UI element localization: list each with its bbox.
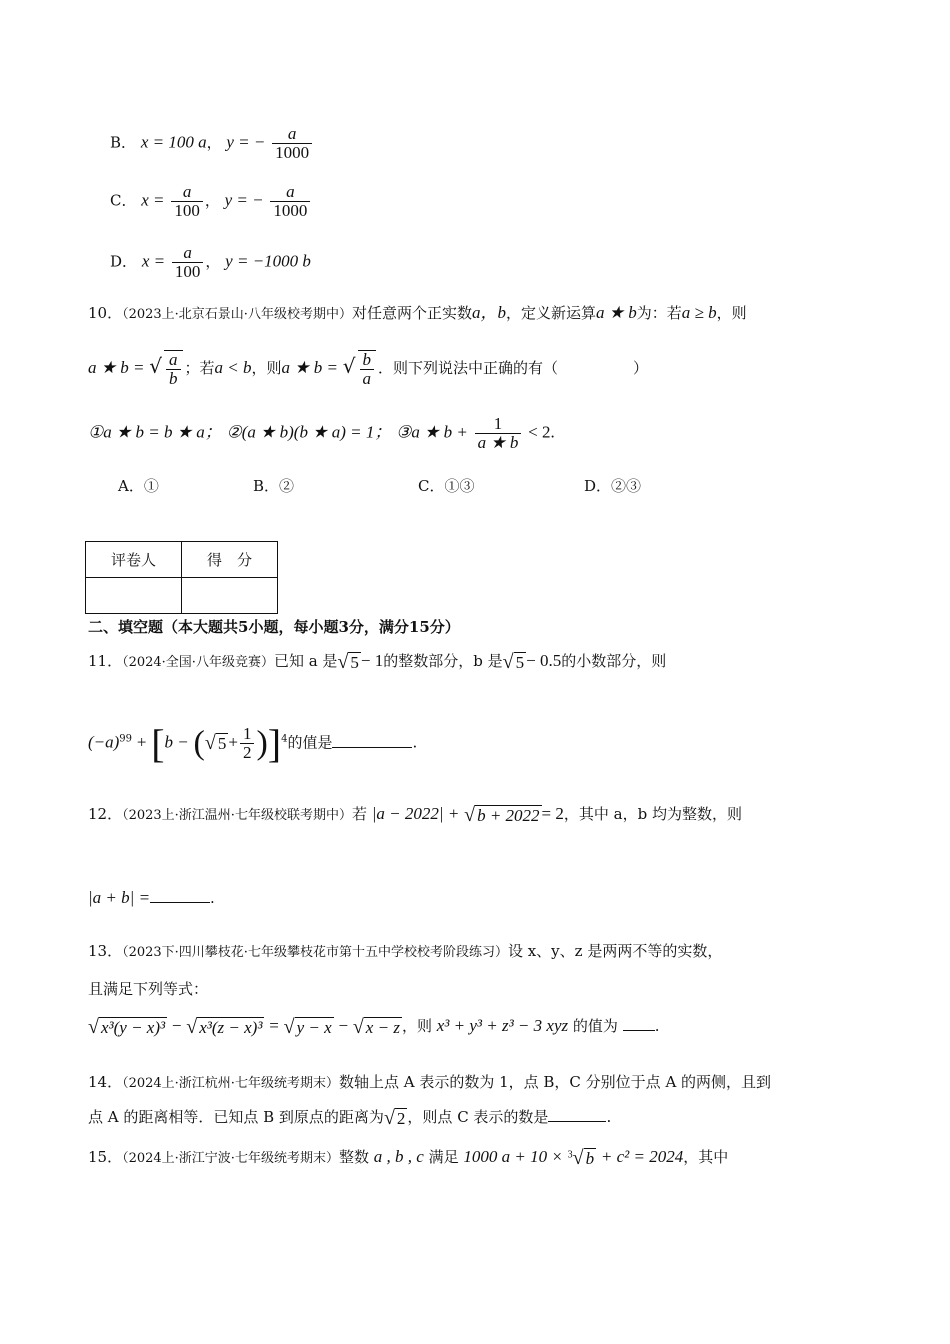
q15-stem: 15．（2024上·浙江宁波·七年级统考期末）整数 a , b , c 满足 1000 a + 10 × $^3$√ b + c² = 2024，其中 — [88, 1146, 729, 1169]
answer-blank[interactable] — [548, 1121, 606, 1122]
sqrt: √ 2 — [383, 1106, 406, 1129]
answer-blank[interactable] — [150, 902, 210, 903]
option-label: B． — [110, 133, 137, 152]
sqrt: √ 5 — [204, 732, 227, 754]
q11-stem: 11．（2024·全国·八年级竞赛）已知 a 是√ 5 − 1的整数部分，b 是√ 5 − 0.5的小数部分，则 — [88, 650, 667, 673]
question-source: （2023上·浙江温州·七年级校联考期中） — [122, 808, 352, 823]
q9-option-d: D． x = $\frac{a}{100}$ ， y = −1000 b — [110, 243, 311, 281]
math-expr: x = 100 a — [140, 132, 207, 152]
sqrt: √ b + 2022 — [464, 803, 540, 826]
score-table — [85, 541, 278, 614]
fraction: $\frac{a}{1000}$ — [272, 125, 312, 162]
sqrt: √ x − z — [352, 1015, 400, 1038]
q10-choice-a: A．① — [118, 477, 159, 495]
cube-root: $^3$√ b — [567, 1146, 595, 1169]
fraction: $\frac{1}{a ★ b}$ — [475, 415, 522, 452]
sqrt: √ $\frac{a}{b}$ — [149, 350, 184, 388]
fraction: $\frac{a}{100}$ — [171, 183, 203, 220]
statement-1: ①a ★ b = b ★ a； — [88, 422, 222, 442]
sqrt: √ 5 — [502, 650, 525, 673]
question-number: 14． — [88, 1073, 123, 1091]
grader-cell — [86, 578, 182, 614]
question-number: 11． — [88, 652, 123, 670]
q14-stem: 14．（2024上·浙江杭州·七年级统考期末）数轴上点 A 表示的数为 1，点 B，C 分别位于点 A 的两侧，且到 — [88, 1073, 772, 1091]
q13-line2: 且满足下列等式： — [88, 980, 209, 998]
q10-choice-d: D．②③ — [584, 477, 642, 495]
section-title: 二、填空题（本大题共5小题，每小题3分，满分15分） — [88, 618, 460, 636]
q11-expression: $(-a)^{99} + [b$ − (√ 5 + $\frac{1}{2}$ )]$^4$的值是 . — [88, 721, 418, 766]
q10-definition: a ★ b = √ $\frac{a}{b}$ ；若a < b，则a ★ b = √ $\frac{b}{a}$ ．则下列说法中正确的有（ ） — [88, 350, 649, 388]
q10-choice-c: C．①③ — [418, 477, 475, 495]
math-expr: y = − — [226, 132, 266, 152]
statement-2: ②(a ★ b)(b ★ a) = 1； — [226, 422, 392, 442]
sqrt: √ $\frac{b}{a}$ — [343, 350, 378, 388]
q9-option-c: C． x = $\frac{a}{100}$ ， y = − $\frac{a}{1000}$ — [110, 183, 312, 220]
answer-blank[interactable] — [332, 747, 412, 748]
q14-line2: 点 A 的距离相等．已知点 B 到原点的距离为√ 2 ，则点 C 表示的数是 . — [88, 1106, 612, 1129]
fraction: $\frac{a}{100}$ — [172, 244, 204, 281]
question-source: （2024上·浙江宁波·七年级统考期末） — [122, 1151, 339, 1166]
sqrt: √ 5 — [337, 650, 359, 673]
option-label: C． — [110, 191, 137, 210]
question-source: （2023下·四川攀枝花·七年级攀枝花市第十五中学校校考阶段练习） — [122, 945, 508, 960]
sqrt: √ y − x — [283, 1015, 332, 1038]
question-number: 10． — [88, 304, 123, 322]
sqrt: √ x³(y − x)³ — [88, 1015, 166, 1038]
q10-stem: 10．（2023上·北京石景山·八年级校考期中）对任意两个正实数a，b，定义新运算a ★ b为：若a ≥ b，则 — [88, 303, 747, 322]
score-header: 得 分 — [182, 542, 278, 578]
question-number: 12． — [88, 805, 123, 823]
q12-answer-line: |a + b| = . — [88, 888, 215, 907]
question-number: 15． — [88, 1148, 123, 1166]
q10-choice-b: B．② — [253, 477, 295, 495]
q9-option-b: B． x = 100 a， y = − $\frac{a}{1000}$ — [110, 125, 314, 162]
question-source: （2024·全国·八年级竞赛） — [122, 655, 274, 670]
grader-header: 评卷人 — [86, 542, 182, 578]
question-number: 13． — [88, 942, 123, 960]
sqrt: √ x³(z − x)³ — [186, 1015, 263, 1038]
option-label: D． — [110, 252, 138, 271]
math-expr: y = −1000 b — [225, 251, 311, 271]
q10-statements: ①a ★ b = b ★ a； ②(a ★ b)(b ★ a) = 1； ③a ★ b + $\frac{1}{a ★ b}$ < 2. — [88, 414, 555, 452]
fraction: $\frac{a}{1000}$ — [270, 183, 310, 220]
question-source: （2024上·浙江杭州·七年级统考期末） — [122, 1076, 339, 1091]
question-source: （2023上·北京石景山·八年级校考期中） — [122, 307, 352, 322]
q12-stem: 12．（2023上·浙江温州·七年级校联考期中）若 |a − 2022| + √ b + 2022 = 2，其中 a，b 均为整数，则 — [88, 803, 742, 826]
score-cell — [182, 578, 278, 614]
fraction: $\frac{1}{2}$ — [240, 725, 255, 762]
statement-3: ③a ★ b + — [396, 422, 468, 442]
answer-blank[interactable] — [623, 1030, 655, 1031]
q13-stem: 13．（2023下·四川攀枝花·七年级攀枝花市第十五中学校校考阶段练习）设 x、y、z 是两两不等的实数， — [88, 942, 723, 960]
q13-equation: √ x³(y − x)³ − √ x³(z − x)³ = √ y − x − √ x − z ，则 x³ + y³ + z³ − 3 xyz 的值为 . — [88, 1015, 660, 1038]
